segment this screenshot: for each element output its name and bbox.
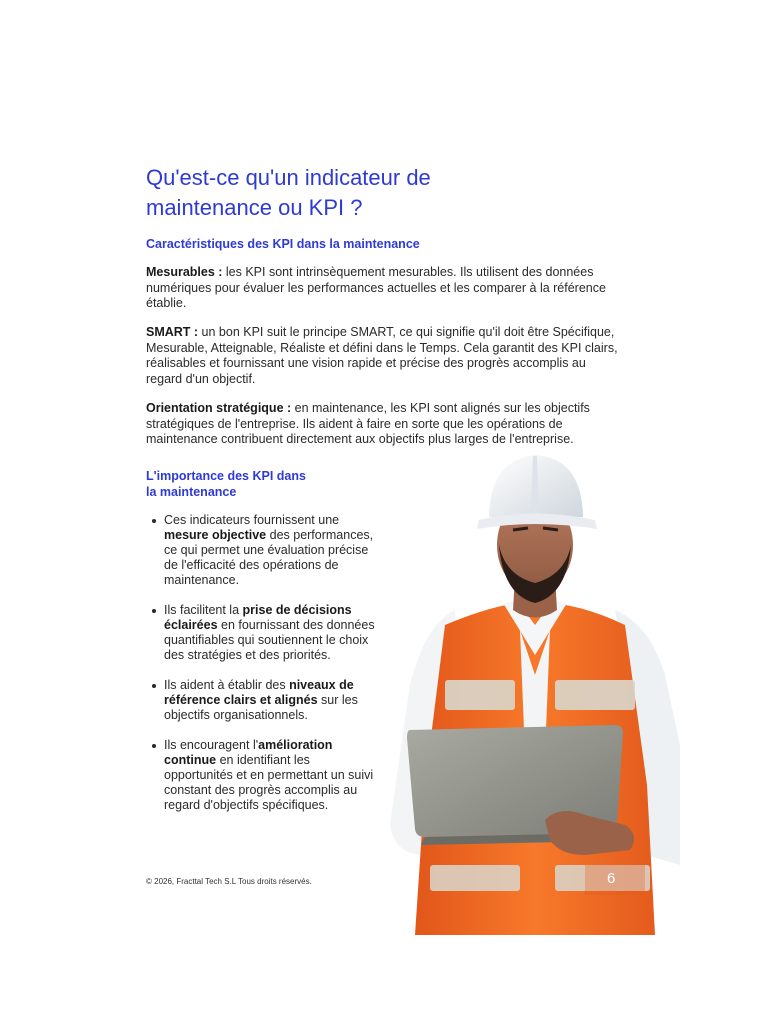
- paragraph-smart-label: SMART :: [146, 325, 199, 339]
- section-heading-importance-line-2: la maintenance: [146, 485, 237, 499]
- footer-copyright: © 2026, Fracttal Tech S.L Tous droits réservés.: [146, 877, 312, 886]
- bullet-item-objective-measure: [148, 513, 378, 588]
- paragraph-smart-text: un bon KPI suit le principe SMART, ce qui signifie qu'il doit être Spécifique, Mesurable, Atteignable, Réaliste et défini dans le Temps. Cela garantit des KPI clairs, réalisables et fournissant une vision rapide et précise des progrès accomplis au regard d'un objectif.: [146, 325, 618, 386]
- page-title-line-1: Qu'est-ce qu'un indicateur de: [146, 165, 431, 190]
- engineer-with-laptop-photo: [385, 425, 685, 935]
- section-heading-importance: [146, 468, 306, 500]
- bullet-text: en identifiant les opportunités et en permettant un suivi constant des progrès accomplis au regard d'objectifs spécifiques.: [164, 753, 374, 812]
- bullet-text: Ces indicateurs fournissent une: [164, 513, 340, 527]
- bullet-item-informed-decisions: [148, 603, 378, 663]
- page-title-line-2: maintenance ou KPI ?: [146, 195, 363, 220]
- importance-bullet-list: [148, 513, 378, 828]
- bullet-item-continuous-improvement: [148, 738, 378, 813]
- bullet-bold: amélioration continue: [164, 738, 333, 767]
- bullet-text: en fournissant des données quantifiables qui soutiennent le choix des stratégies et des priorités.: [164, 618, 375, 662]
- paragraph-strategic-label: Orientation stratégique :: [146, 401, 292, 415]
- bullet-bold: niveaux de référence clairs et alignés: [164, 678, 354, 707]
- section-heading-characteristics: Caractéristiques des KPI dans la maintenance: [146, 237, 420, 251]
- paragraph-measurable-label: Mesurables :: [146, 265, 223, 279]
- paragraph-strategic-text: en maintenance, les KPI sont alignés sur les objectifs stratégiques de l'entreprise. Ils aident à faire en sorte que les opérations de maintenance contribuent directement aux objectifs plus larges de l'entreprise.: [146, 401, 590, 446]
- bullet-text: Ils aident à établir des: [164, 678, 290, 692]
- paragraph-measurable: [146, 265, 624, 312]
- paragraph-measurable-text: les KPI sont intrinsèquement mesurables. Ils utilisent des données numériques pour évaluer les performances actuelles et les comparer à la référence établie.: [146, 265, 606, 310]
- bullet-text: Ils encouragent l': [164, 738, 259, 752]
- page-title: [146, 163, 546, 223]
- bullet-item-reference-levels: [148, 678, 378, 723]
- section-heading-importance-line-1: L'importance des KPI dans: [146, 469, 306, 483]
- paragraph-smart: [146, 325, 624, 387]
- bullet-text: sur les objectifs organisationnels.: [164, 693, 358, 722]
- bullet-text: des performances, ce qui permet une évaluation précise de l'efficacité des opérations de maintenance.: [164, 528, 374, 587]
- bullet-text: Ils facilitent la: [164, 603, 243, 617]
- bullet-bold: prise de décisions éclairées: [164, 603, 352, 632]
- bullet-bold: mesure objective: [164, 528, 267, 542]
- page-number: 6: [607, 870, 616, 887]
